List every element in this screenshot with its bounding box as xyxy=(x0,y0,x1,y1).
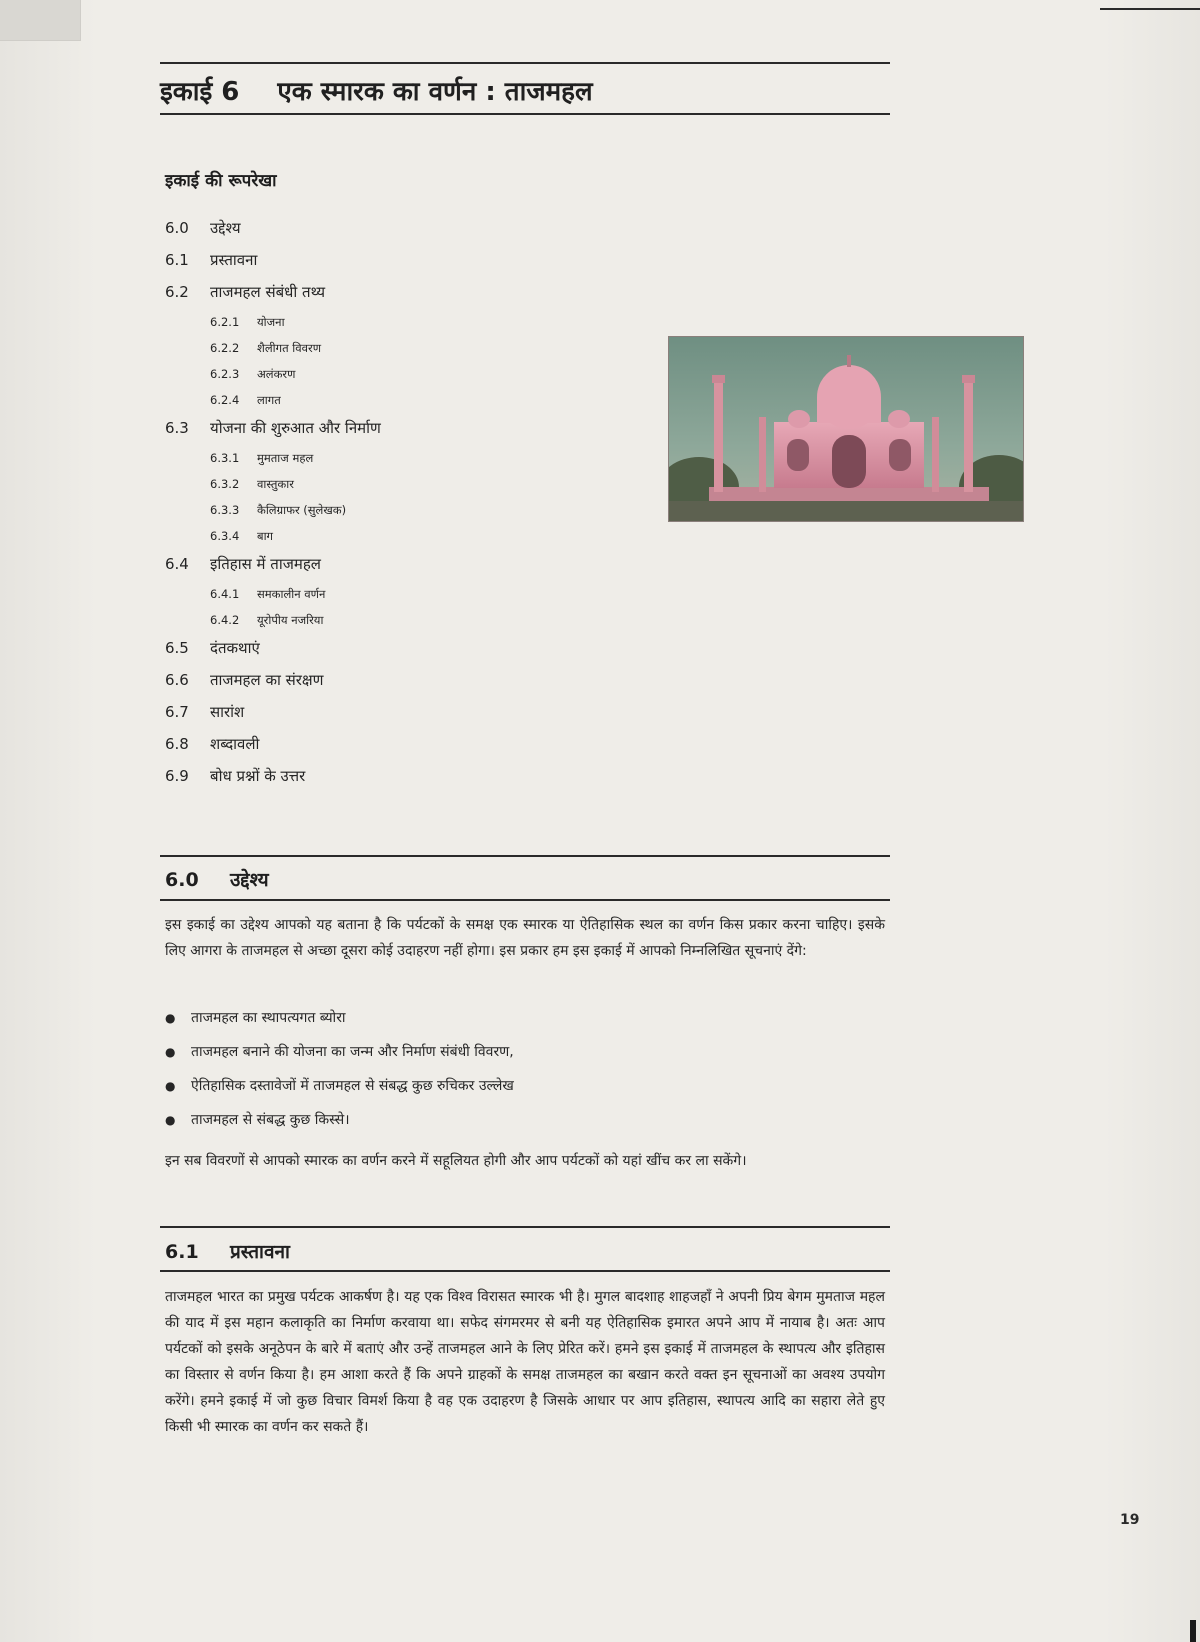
title-top-rule xyxy=(160,62,890,64)
introduction-title: प्रस्तावना xyxy=(230,1241,290,1263)
objective-intro: इस इकाई का उद्देश्य आपको यह बताना है कि पर्यटकों के समक्ष एक स्मारक या ऐतिहासिक स्थल का वर्णन किस प्रकार करना चाहिए। इसके लिए आगरा के ताजमहल से अच्छा दूसरा कोई उदाहरण नहीं होगा। इस प्रकार हम इस इकाई में आपको निम्नलिखित सूचनाएं देंगे: xyxy=(165,917,885,959)
toc-item-label: प्रस्तावना xyxy=(210,251,258,269)
toc-subitem-label: योजना xyxy=(257,315,285,329)
bullet-text: ताजमहल से संबद्ध कुछ किस्से। xyxy=(191,1112,350,1128)
toc-item-label: दंतकथाएं xyxy=(210,639,260,657)
toc-item-number: 6.6 xyxy=(165,671,189,689)
toc-item xyxy=(165,734,625,754)
introduction-bottom-rule xyxy=(160,1270,890,1272)
introduction-number: 6.1 xyxy=(165,1241,199,1263)
toc-subitem-number: 6.2.2 xyxy=(210,341,240,355)
title-bottom-rule xyxy=(160,113,890,115)
objective-bottom-rule xyxy=(160,899,890,901)
main-arch xyxy=(832,435,866,488)
list-item xyxy=(165,1110,865,1130)
toc-subitem-label: शैलीगत विवरण xyxy=(257,341,322,355)
objective-bullet-list xyxy=(165,1008,865,1144)
toc-item-number: 6.7 xyxy=(165,703,189,721)
minaret-far-left xyxy=(714,382,723,492)
bullet-text: ताजमहल का स्थापत्यगत ब्योरा xyxy=(191,1010,346,1026)
outline-heading: इकाई की रूपरेखा xyxy=(165,171,277,191)
toc-subitem-label: बाग xyxy=(257,529,274,543)
toc-item xyxy=(165,418,625,438)
toc-item xyxy=(165,638,625,658)
unit-number: इकाई 6 xyxy=(160,77,240,107)
toc-subitem-label: वास्तुकार xyxy=(257,477,294,491)
toc-subitem xyxy=(210,340,625,356)
toc-subitem-number: 6.4.2 xyxy=(210,613,240,627)
introduction-top-rule xyxy=(160,1226,890,1228)
toc-subitem xyxy=(210,476,625,492)
minaret-right xyxy=(932,417,939,492)
toc-item-number: 6.8 xyxy=(165,735,189,753)
plinth xyxy=(709,487,989,501)
toc-item-number: 6.2 xyxy=(165,283,189,301)
toc-item-number: 6.4 xyxy=(165,555,189,573)
toc-item xyxy=(165,218,625,238)
bullet-text: ताजमहल बनाने की योजना का जन्म और निर्माण संबंधी विवरण, xyxy=(191,1044,514,1060)
bullet-icon: ● xyxy=(165,1011,176,1025)
toc-subitem xyxy=(210,450,625,466)
top-edge-rule xyxy=(1100,8,1200,10)
list-item xyxy=(165,1076,865,1096)
taj-mahal-illustration xyxy=(669,337,1023,521)
toc-item-label: उद्देश्य xyxy=(210,219,241,237)
toc-subitem-label: अलंकरण xyxy=(257,367,296,381)
toc-subitem-label: समकालीन वर्णन xyxy=(257,587,326,601)
toc-item-number: 6.9 xyxy=(165,767,189,785)
minaret-far-right xyxy=(964,382,973,492)
objective-title: उद्देश्य xyxy=(230,869,269,891)
objective-closing: इन सब विवरणों से आपको स्मारक का वर्णन करने में सहूलियत होगी और आप पर्यटकों को यहां खींच कर ला सकेंगे। xyxy=(165,1153,747,1169)
objective-heading xyxy=(165,866,269,892)
toc-item xyxy=(165,282,625,302)
ground xyxy=(669,501,1023,521)
toc-subitem-number: 6.2.4 xyxy=(210,393,240,407)
toc-item-number: 6.3 xyxy=(165,419,189,437)
toc-item-number: 6.5 xyxy=(165,639,189,657)
side-arch-left xyxy=(787,439,809,471)
toc-item xyxy=(165,702,625,722)
unit-title-text: एक स्मारक का वर्णन : ताजमहल xyxy=(277,77,593,107)
toc-subitem-number: 6.3.4 xyxy=(210,529,240,543)
toc-subitem-label: मुमताज महल xyxy=(257,451,314,465)
toc-item-label: इतिहास में ताजमहल xyxy=(210,555,321,573)
minaret-far-right-top xyxy=(962,375,975,383)
toc-item-number: 6.1 xyxy=(165,251,189,269)
toc-item xyxy=(165,554,625,574)
toc-subitem-number: 6.2.3 xyxy=(210,367,240,381)
toc-subitem-label: यूरोपीय नजरिया xyxy=(257,613,324,627)
toc-item-label: बोध प्रश्नों के उत्तर xyxy=(210,767,306,785)
toc-subitem-number: 6.4.1 xyxy=(210,587,240,601)
minaret-far-left-top xyxy=(712,375,725,383)
toc-item xyxy=(165,766,625,786)
objective-top-rule xyxy=(160,855,890,857)
list-item xyxy=(165,1042,865,1062)
toc-item-number: 6.0 xyxy=(165,219,189,237)
dome-finial xyxy=(847,355,851,367)
toc-subitem-number: 6.3.2 xyxy=(210,477,240,491)
toc-subitem-number: 6.2.1 xyxy=(210,315,240,329)
toc-subitem xyxy=(210,586,625,602)
toc-item-label: ताजमहल संबंधी तथ्य xyxy=(210,283,326,301)
small-dome-left xyxy=(788,410,810,428)
toc-subitem-label: लागत xyxy=(257,393,281,407)
introduction-text: ताजमहल भारत का प्रमुख पर्यटक आकर्षण है। यह एक विश्व विरासत स्मारक भी है। मुगल बादशाह शाहजहाँ ने अपनी प्रिय बेगम मुमताज महल की याद में इस महान कलाकृति का निर्माण करवाया था। सफेद संगमरमर से बनी यह ऐतिहासिक इमारत अपने आप में नायाब है। अतः आप पर्यटकों को इसके अनूठेपन के बारे में बताएं और उन्हें ताजमहल आने के लिए प्रेरित करें। हमने इस इकाई में ताजमहल के स्थापत्य और इतिहास का विस्तार से वर्णन किया है। हम आशा करते हैं कि अपने ग्राहकों के समक्ष ताजमहल का बखान करते वक्त इन सूचनाओं का अवश्य उपयोग करेंगे। हमने इकाई में जो कुछ विचार विमर्श किया है वह एक उदाहरण है जिसके आधार पर आप इतिहास, स्थापत्य आदि का सहारा लेते हुए किसी भी स्मारक का वर्णन कर सकते हैं। xyxy=(165,1289,885,1435)
small-dome-right xyxy=(888,410,910,428)
toc-subitem xyxy=(210,612,625,628)
unit-title xyxy=(160,72,593,108)
toc-subitem-number: 6.3.3 xyxy=(210,503,240,517)
toc-item xyxy=(165,670,625,690)
toc-subitem xyxy=(210,392,625,408)
scan-corner-mark xyxy=(0,0,81,41)
page-number: 19 xyxy=(1120,1512,1140,1528)
bullet-icon: ● xyxy=(165,1113,176,1127)
toc-subitem xyxy=(210,502,625,518)
toc-item xyxy=(165,250,625,270)
toc-subitem-label: कैलिग्राफर (सुलेखक) xyxy=(257,503,347,517)
toc-item-label: योजना की शुरुआत और निर्माण xyxy=(210,419,381,437)
introduction-heading xyxy=(165,1238,290,1264)
toc-item-label: शब्दावली xyxy=(210,735,260,753)
toc-item-label: सारांश xyxy=(210,703,245,721)
side-arch-right xyxy=(889,439,911,471)
toc-subitem-number: 6.3.1 xyxy=(210,451,240,465)
table-of-contents xyxy=(165,218,625,798)
objective-number: 6.0 xyxy=(165,869,199,891)
toc-subitem xyxy=(210,528,625,544)
bullet-text: ऐतिहासिक दस्तावेजों में ताजमहल से संबद्ध कुछ रुचिकर उल्लेख xyxy=(191,1078,514,1094)
toc-subitem xyxy=(210,366,625,382)
scan-edge-mark xyxy=(1190,1620,1196,1642)
toc-subitem xyxy=(210,314,625,330)
list-item xyxy=(165,1008,865,1028)
toc-item-label: ताजमहल का संरक्षण xyxy=(210,671,324,689)
bullet-icon: ● xyxy=(165,1079,176,1093)
taj-mahal-photo xyxy=(668,336,1024,522)
bullet-icon: ● xyxy=(165,1045,176,1059)
minaret-left xyxy=(759,417,766,492)
dome-drum xyxy=(817,397,881,423)
